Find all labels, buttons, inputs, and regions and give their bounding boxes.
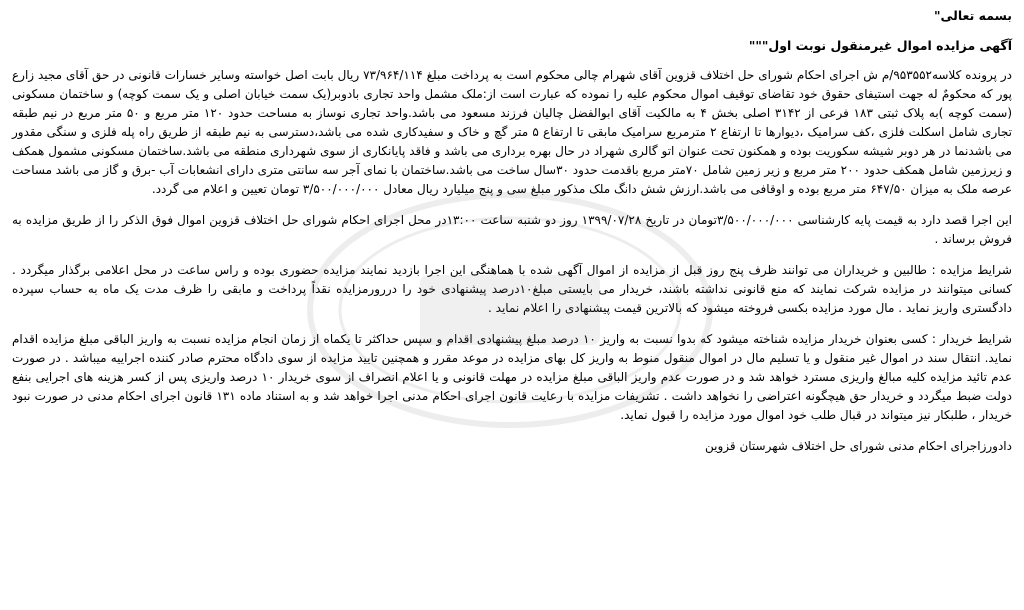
auction-title: آگهی مزایده اموال غیرمنقول نوبت اول""" [748,38,1012,53]
bismillah-heading: بسمه تعالی" [933,8,1012,23]
paragraph-buyer-conditions: شرایط خریدار : کسی بعنوان خریدار مزایده شناخته میشود که بدوا نسبت به واریز ۱۰ درصد مبلغ پیشنهادی اقدام و سپس حداکثر تا یکماه از زمان انجام مزایده نسبت به واریز الباقی مبلغ مزایده اقدام نماید. انتقال سند در اموال غیر منقول و یا تسلیم مال در اموال منقول منوط به واریز کل بهای مزایده در موعد مقرر و همچنین تایید مزایده از سوی دادگاه محترم صادر کننده اجراییه میباشد . در صورت عدم تائید مزایده کلیه مبالغ واریزی مسترد خواهد شد و در صورت عدم واریز الباقی مبلغ مزایده در مهلت قانونی و یا اعلام انصراف از سوی خریدار ۱۰ درصد واریزی پس از کسر هزینه های اجرایی بنفع دولت ضبط میگردد و خریدار حق هیچگونه اعتراضی را نخواهد داشت . تشریفات مزایده با رعایت قانون اجرای احکام مدنی اجرا خواهد شد و به استناد ماده ۱۳۱ قانون اجرای احکام مدنی در صورت نبود خریدار ، طلبکار نیز میتواند در قبال طلب خود اموال مورد مزایده را قبول نماید. [12,332,1013,422]
paragraph-auction-conditions: شرایط مزایده : طالبین و خریداران می توانند ظرف پنج روز قبل از مزایده از اموال آگهی شده با هماهنگی این اجرا بازدید نمایند مزایده حضوری بوده و راس ساعت در محل اعلامی برگذار میگردد . کسانی میتوانند در مزایده شرکت نمایند که منع قانونی نداشته باشند، خریدار می بایستی مبلغ۱۰درصد پیشنهادی خود را دررورمزایده نقداً پرداخت و مابقی را ظرف مدت یک ماه به حساب سپرده دادگستری واریز نماید . مال مورد مزایده بکسی فروخته میشود که بالاترین قیمت پیشنهادی را اعلام نماید . [12,263,1012,315]
paragraph-case-details: در پرونده کلاسه۹۵۳۵۵۲/م ش اجرای احکام شورای حل اختلاف قزوین آقای شهرام چالی محکوم است به پرداخت مبلغ ۷۳/۹۶۴/۱۱۴ ریال بابت اصل خواسته وسایر خسارات قانونی در حق آقای مجید زارع پور که محکومٌ له جهت استیفای حقوق خود تقاضای توقیف اموال محکوم علیه را نموده که عبارت است از:ملک مشمل واحد تجاری بادوبر(یک سمت خیابان اصلی و یک سمت کوچه) و ساختمان مسکونی (سمت کوچه )به پلاک ثبتی ۱۸۳ فرعی از ۳۱۴۲ اصلی بخش ۴ به مالکیت آقای ابوالفضل چالیان فرزند مسعود می باشد.واحد تجاری نوساز به مساحت حدود ۱۲۰ متر مربع و ۵۰ متر مربع در نیم طبقه تجاری شامل اسکلت فلزی ،کف سرامیک ،دیوارها تا ارتفاع ۲ مترمربع سرامیک مابقی تا ارتفاع ۵ متر گچ و خاک و سفیدکاری شده می باشد،دسترسی به نیم طبقه از طریق راه پله فلزی و سنگی مقدور می باشدنما در هر دوبر شیشه سکوریت بوده و همکنون تحت عنوان اتو گالری شهراد در حال بهره برداری می باشد و فاقد پایانکاری از سوی شهرداری منطقه می باشد.ساختمان مسکونی مشمول همکف و زیرزمین شامل همکف حدود ۲۰۰ متر مربع و زیر زمین شامل ۷۰متر مربع باقدمت حدود ۳۰سال ساخت می باشد.ساختمان با نمای آجر سه سانتی متری دارای انشعابات آب -برق و گاز می باشد مساحت عرصه ملک به میزان ۶۴۷/۵۰ متر مربع بوده و اوقافی می باشد.ارزش شش دانگ ملک مذکور مبلغ سی و پنج میلیارد ریال معادل ۳/۵۰۰/۰۰۰/۰۰۰ تومان تعیین و اعلام می گردد. [12,68,1013,196]
issuer-signature-line: دادورزاجرای احکام مدنی شورای حل اختلاف شهرستان قزوین [705,439,1012,453]
paragraph-auction-date: این اجرا قصد دارد به قیمت پایه کارشناسی ۳/۵۰۰/۰۰۰/۰۰۰تومان در تاریخ ۱۳۹۹/۰۷/۲۸ روز دو شنبه ساعت ۱۳:۰۰در محل اجرای احکام شورای حل اختلاف قزوین اموال فوق الذکر را از طریق مزایده به فروش برساند . [12,213,1012,246]
